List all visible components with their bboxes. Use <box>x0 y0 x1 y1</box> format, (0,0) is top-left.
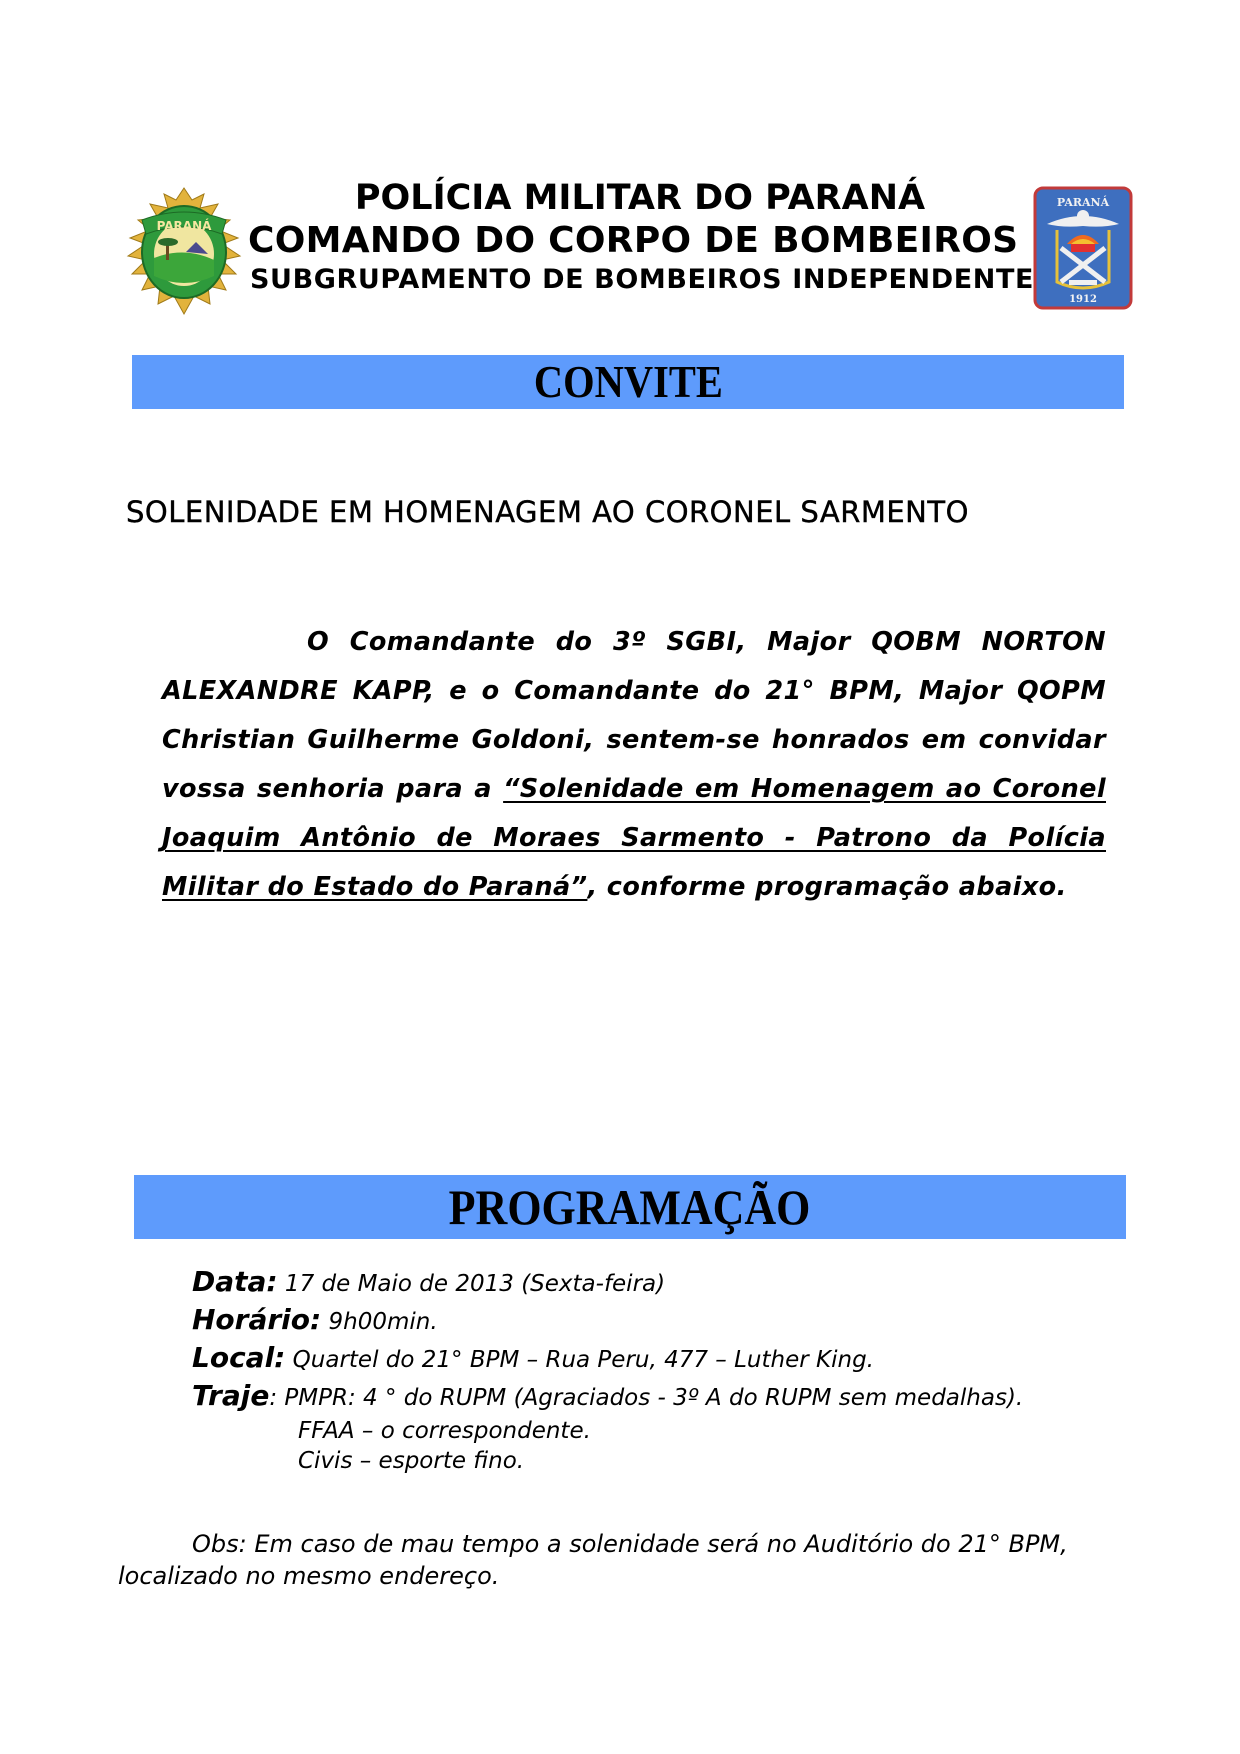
right-logo-text-top: PARANÁ <box>1056 196 1110 209</box>
ceremony-name: “Solenidade em Homenagem ao Coronel Joaquim Antônio de Moraes Sarmento - Patrono da Polícia Militar do Estado do Paraná” <box>162 774 1106 902</box>
paragraph-tail: , conforme programação abaixo. <box>587 872 1067 902</box>
traje-ffaa: FFAA – o correspondente. <box>298 1418 591 1444</box>
horario-row <box>192 1302 1023 1340</box>
local-value: Quartel do 21° BPM – Rua Peru, 477 – Luther King. <box>285 1347 874 1373</box>
data-value: 17 de Maio de 2013 (Sexta-feira) <box>277 1271 666 1297</box>
data-row <box>192 1264 1023 1302</box>
programacao-title: PROGRAMAÇÃO <box>449 1179 811 1235</box>
programacao-list <box>192 1264 1023 1476</box>
traje-label: Traje <box>192 1379 270 1412</box>
observation-note <box>118 1528 1128 1592</box>
header-line-3: SUBGRUPAMENTO DE BOMBEIROS INDEPENDENTE <box>250 264 1035 295</box>
invitation-paragraph <box>162 618 1106 912</box>
paragraph-text: O Comandante do 3º SGBI, Major QOBM NORTON ALEXANDRE KAPP, e o Comandante do 21° BPM, Major QOPM Christian Guilherme Goldoni, sentem-se honrados em convidar vossa senhoria para a <box>162 627 1106 804</box>
observation-text: Obs: Em caso de mau tempo a solenidade será no Auditório do 21° BPM, localizado no mesmo endereço. <box>118 1530 1068 1590</box>
horario-value: 9h00min. <box>321 1309 438 1335</box>
traje-civis: Civis – esporte fino. <box>298 1448 525 1474</box>
traje-value: : PMPR: 4 ° do RUPM (Agraciados - 3º A do RUPM sem medalhas). <box>269 1385 1024 1411</box>
convite-title: CONVITE <box>533 356 723 407</box>
local-label: Local: <box>192 1341 286 1374</box>
event-subtitle: SOLENIDADE EM HOMENAGEM AO CORONEL SARMENTO <box>126 495 969 529</box>
left-logo-text: PARANÁ <box>156 219 212 233</box>
local-row <box>192 1340 1023 1378</box>
convite-banner <box>132 355 1124 409</box>
pmpr-coat-of-arms-icon <box>122 186 246 318</box>
programacao-banner <box>134 1175 1126 1239</box>
header-line-2: COMANDO DO CORPO DE BOMBEIROS <box>248 220 1019 261</box>
right-logo-text-bottom: 1912 <box>1069 294 1097 305</box>
header-line-1: POLÍCIA MILITAR DO PARANÁ <box>354 178 926 218</box>
traje-row <box>192 1378 1023 1416</box>
data-label: Data: <box>192 1265 278 1298</box>
horario-label: Horário: <box>192 1303 322 1336</box>
